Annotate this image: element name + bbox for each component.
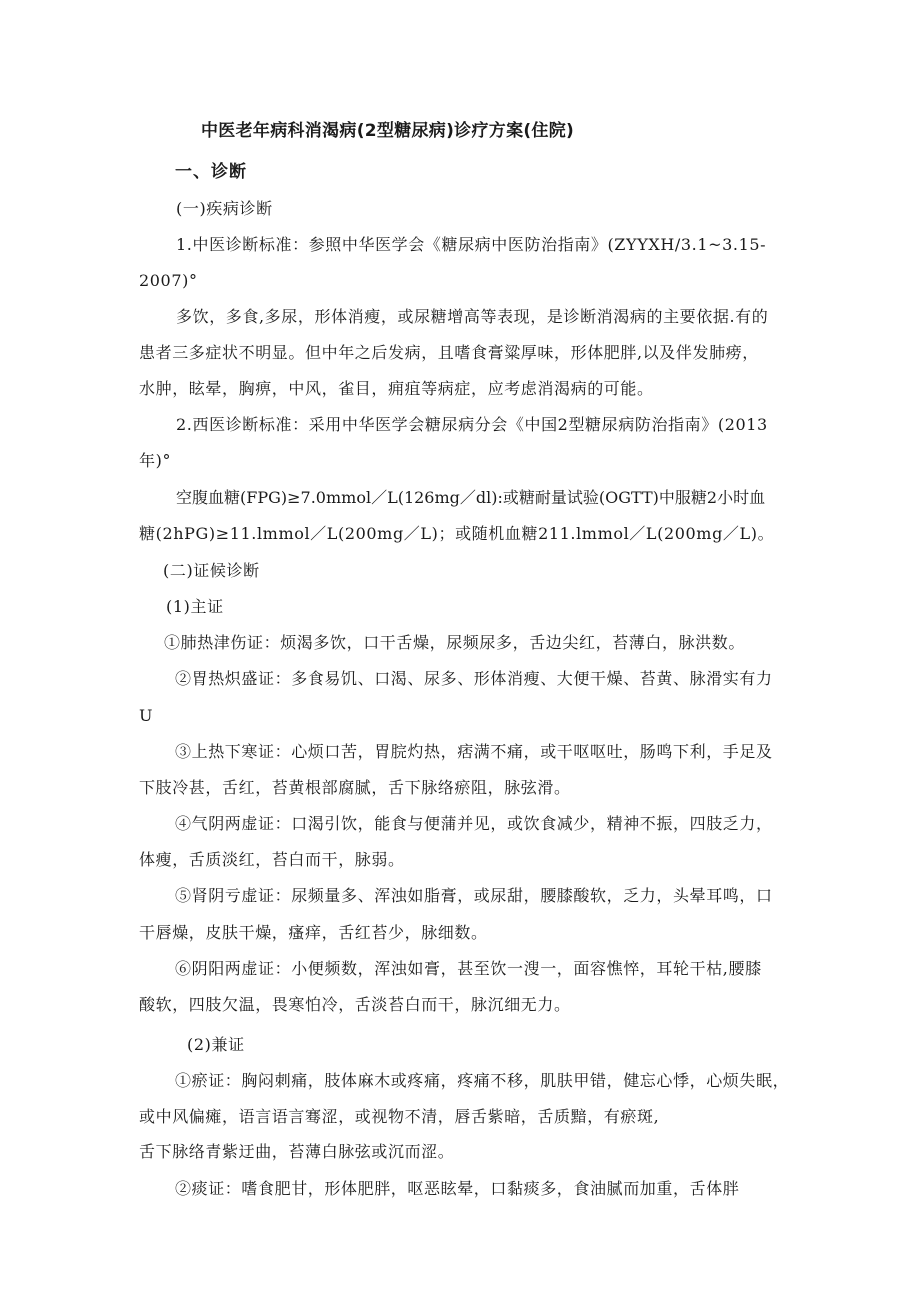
paragraph-line: 糖(2hPG)≥11.lmmol／L(200mg／L)；或随机血糖211.lmmol／L(200mg／L)。 (139, 524, 775, 543)
paragraph-line: 体瘦，舌质淡红，苔白而干，脉弱。 (139, 850, 405, 869)
paragraph-line: ①肺热津伤证：烦渴多饮，口干舌燥，尿频尿多，舌边尖红，苔薄白，脉洪数。 (164, 633, 746, 652)
paragraph-line: U (139, 706, 154, 725)
paragraph-line: 干唇燥，皮肤干燥，瘙痒，舌红苔少，脉细数。 (139, 923, 488, 942)
document-title: 中医老年病科消渴病(2型糖尿病)诊疗方案(住院) (201, 121, 575, 141)
paragraph-line: 下肢冷甚，舌红，苔黄根部腐腻，舌下脉络瘀阻，脉弦滑。 (139, 778, 571, 797)
paragraph-line: ②痰证：嗜食肥甘，形体肥胖，呕恶眩晕，口黏痰多，食油腻而加重，舌体胖 (175, 1179, 740, 1198)
paragraph-line: ②胃热炽盛证：多食易饥、口渴、尿多、形体消瘦、大便干燥、苔黄、脉滑实有力 (175, 669, 773, 688)
paragraph-line: 水肿，眩晕，胸痹，中风，雀目，痈疽等病症，应考虑消渴病的可能。 (139, 379, 654, 398)
main-syndrome-label: (1)主证 (166, 597, 224, 616)
subsection-disease-diagnosis: (一)疾病诊断 (176, 199, 273, 218)
paragraph-line: 1.中医诊断标准：参照中华医学会《糖尿病中医防治指南》(ZYYXH/3.1~3.15- (176, 235, 767, 254)
paragraph-line: 酸软，四肢欠温，畏寒怕冷，舌淡苔白而干，脉沉细无力。 (139, 995, 571, 1014)
paragraph-line: ①瘀证：胸闷刺痛，肢体麻木或疼痛，疼痛不移，肌肤甲错，健忘心悸，心烦失眠， (175, 1071, 790, 1090)
section-heading-diagnosis: 一、诊断 (175, 162, 247, 182)
paragraph-line: 多饮，多食,多尿，形体消瘦，或尿糖增高等表现，是诊断消渴病的主要依据.有的 (176, 307, 769, 326)
paragraph-line: ⑥阴阳两虚证：小便频数，浑浊如膏，甚至饮一溲一，面容憔悴，耳轮干枯,腰膝 (175, 959, 762, 978)
paragraph-line: ③上热下寒证：心烦口苦，胃脘灼热，痞满不痛，或干呕呕吐，肠鸣下利，手足及 (175, 742, 773, 761)
paragraph-line: 2007)° (139, 271, 198, 290)
paragraph-line: 空腹血糖(FPG)≥7.0mmol／L(126mg／dl):或糖耐量试验(OGTT)中服糖2小时血 (176, 488, 766, 507)
paragraph-line: 患者三多症状不明显。但中年之后发病，且嗜食膏粱厚味，形体肥胖,以及伴发肺痨， (139, 343, 759, 362)
subsection-syndrome-diagnosis: (二)证候诊断 (163, 561, 260, 580)
paragraph-line: ④气阴两虚证：口渴引饮，能食与便蒲并见，或饮食减少，精神不振，四肢乏力， (175, 814, 773, 833)
paragraph-line: ⑤肾阴亏虚证：尿频量多、浑浊如脂膏，或尿甜，腰膝酸软，乏力，头晕耳鸣，口 (175, 886, 773, 905)
paragraph-line: 年)° (139, 451, 172, 470)
paragraph-line: 舌下脉络青紫迂曲，苔薄白脉弦或沉而涩。 (139, 1142, 455, 1161)
secondary-syndrome-label: (2)兼证 (187, 1035, 245, 1054)
paragraph-line: 2.西医诊断标准：采用中华医学会糖尿病分会《中国2型糖尿病防治指南》(2013 (176, 415, 768, 434)
paragraph-line: 或中风偏瘫，语言语言骞涩，或视物不清，唇舌紫暗，舌质黯，有瘀斑, (139, 1107, 660, 1126)
